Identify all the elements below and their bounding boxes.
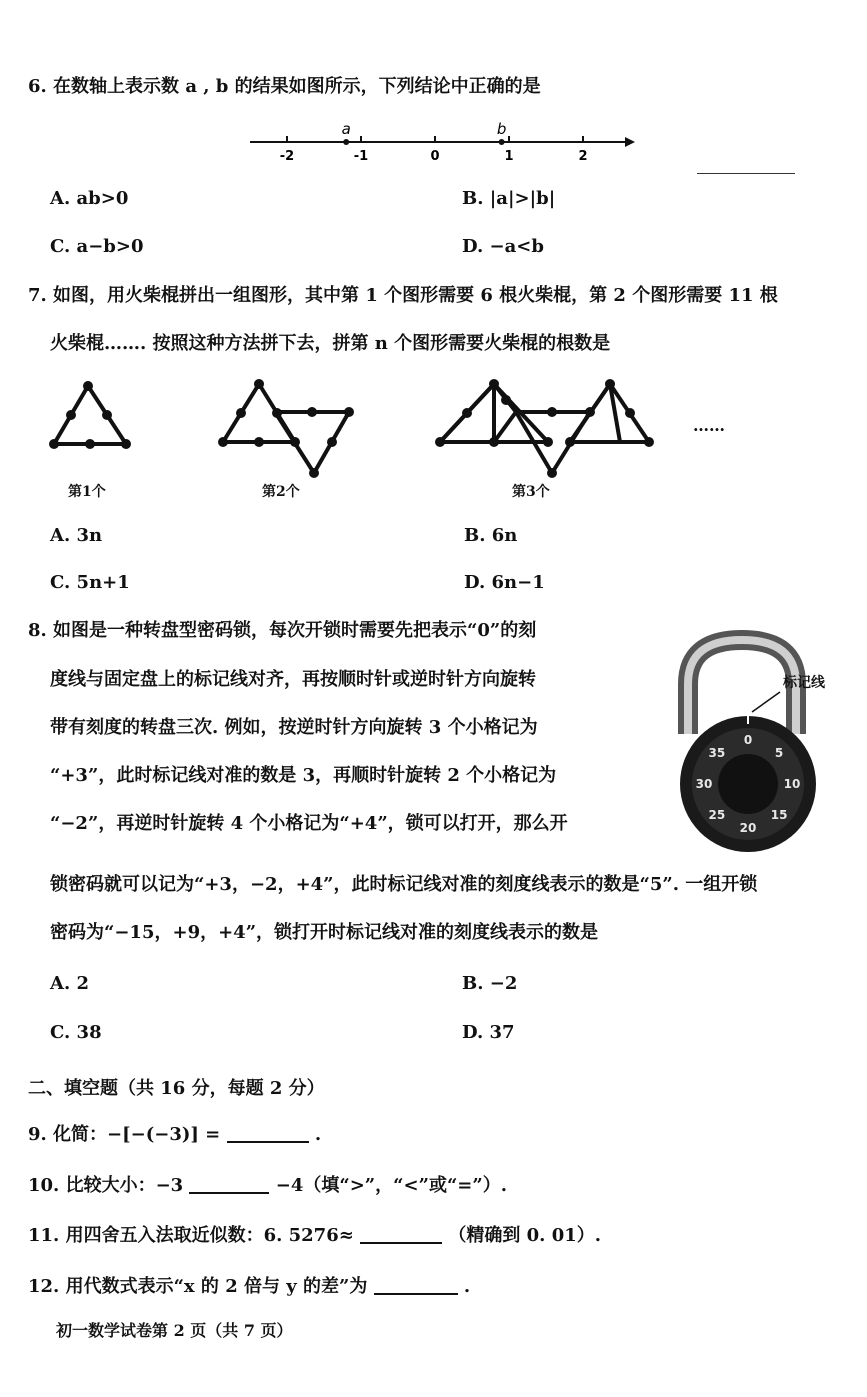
dial-number: 30 bbox=[695, 777, 713, 791]
q7-stem-line1: 7. 如图，用火柴棍拼出一组图形，其中第 1 个图形需要 6 根火柴棍，第 2 个图形需要 11 根 bbox=[28, 285, 778, 306]
q7-stem-line2: 火柴棍……. 按照这种方法拼下去，拼第 n 个图形需要火柴棍的根数是 bbox=[50, 333, 611, 354]
dial-number: 15 bbox=[770, 808, 788, 823]
q9-text: 9. 化简：−[−(−3)] = bbox=[28, 1124, 221, 1145]
q11-end: （精确到 0. 01）. bbox=[448, 1225, 602, 1246]
q12-answer-blank[interactable] bbox=[374, 1293, 458, 1295]
axis-tick-label: -1 bbox=[353, 149, 369, 164]
dial-number: 25 bbox=[708, 808, 726, 823]
q8-option-d[interactable]: D. 37 bbox=[462, 1022, 515, 1043]
q7-caption-2: 第2个 bbox=[262, 484, 300, 500]
q8-line2: 度线与固定盘上的标记线对齐，再按顺时针或逆时针方向旋转 bbox=[50, 669, 536, 690]
section-2-title: 二、填空题（共 16 分，每题 2 分） bbox=[28, 1078, 325, 1099]
q8-line7: 密码为“−15，+9，+4”，锁打开时标记线对准的刻度线表示的数是 bbox=[50, 922, 599, 943]
q10-answer-blank[interactable] bbox=[189, 1192, 269, 1194]
axis-tick-label: 0 bbox=[430, 149, 440, 164]
q12-text: 12. 用代数式表示“x 的 2 倍与 y 的差”为 bbox=[28, 1276, 368, 1297]
combination-lock-image bbox=[640, 624, 840, 860]
q7-option-d[interactable]: D. 6n−1 bbox=[464, 572, 545, 593]
q11-line bbox=[28, 1227, 601, 1245]
axis-tick-label: 2 bbox=[578, 149, 588, 164]
q10-text: 10. 比较大小：−3 bbox=[28, 1175, 184, 1196]
q12-end: . bbox=[463, 1276, 471, 1297]
dial-number: 35 bbox=[708, 745, 726, 760]
dial-number: 10 bbox=[783, 777, 801, 791]
matchstick-figures bbox=[40, 372, 800, 482]
q9-answer-blank[interactable] bbox=[227, 1141, 309, 1143]
axis-tick-label: 1 bbox=[504, 149, 514, 164]
q8-line3: 带有刻度的转盘三次. 例如，按逆时针方向旋转 3 个小格记为 bbox=[50, 717, 538, 738]
q9-end: . bbox=[314, 1124, 322, 1145]
point-a bbox=[343, 139, 349, 145]
q6-option-d[interactable]: D. −a<b bbox=[462, 236, 544, 257]
number-line bbox=[240, 118, 640, 170]
q7-option-b[interactable]: B. 6n bbox=[464, 525, 518, 546]
q10-line bbox=[28, 1177, 507, 1195]
q9-line bbox=[28, 1126, 321, 1144]
q8-option-b[interactable]: B. −2 bbox=[462, 973, 518, 994]
q8-option-a[interactable]: A. 2 bbox=[50, 973, 90, 994]
q7-caption-1: 第1个 bbox=[68, 484, 106, 500]
axis-tick-label: -2 bbox=[279, 149, 295, 164]
q7-ellipsis: …… bbox=[693, 416, 725, 435]
dial-number: 20 bbox=[739, 821, 757, 835]
q11-text: 11. 用四舍五入法取近似数：6. 5276≈ bbox=[28, 1225, 354, 1246]
q6-option-c[interactable]: C. a−b>0 bbox=[50, 236, 144, 257]
blank-underline-decor bbox=[697, 173, 795, 174]
q8-line1: 8. 如图是一种转盘型密码锁，每次开锁时需要先把表示“0”的刻 bbox=[28, 620, 537, 641]
label-b: b bbox=[496, 120, 507, 138]
dial-number: 5 bbox=[774, 745, 784, 760]
q8-option-c[interactable]: C. 38 bbox=[50, 1022, 102, 1043]
q7-option-c[interactable]: C. 5n+1 bbox=[50, 572, 130, 593]
q7-option-a[interactable]: A. 3n bbox=[50, 525, 103, 546]
q6-option-b[interactable]: B. |a|>|b| bbox=[462, 188, 556, 209]
page-footer: 初一数学试卷第 2 页（共 7 页） bbox=[56, 1321, 293, 1340]
q8-line6: 锁密码就可以记为“+3，−2，+4”，此时标记线对准的刻度线表示的数是“5”. 一组开锁 bbox=[50, 874, 758, 895]
point-b bbox=[499, 139, 505, 145]
q7-caption-3: 第3个 bbox=[512, 484, 550, 500]
lock-marker-label: 标记线 bbox=[783, 675, 825, 691]
dial-number: 0 bbox=[743, 733, 753, 747]
q11-answer-blank[interactable] bbox=[360, 1242, 442, 1244]
q8-line4: “+3”，此时标记线对准的数是 3，再顺时针旋转 2 个小格记为 bbox=[50, 765, 557, 786]
label-a: a bbox=[341, 120, 351, 138]
q6-option-a[interactable]: A. ab>0 bbox=[50, 188, 129, 209]
q6-stem: 6. 在数轴上表示数 a , b 的结果如图所示，下列结论中正确的是 bbox=[28, 76, 541, 97]
q10-end: −4（填“>”，“<”或“=”）. bbox=[275, 1175, 508, 1196]
q12-line bbox=[28, 1278, 470, 1296]
q8-line5: “−2”，再逆时针旋转 4 个小格记为“+4”，锁可以打开，那么开 bbox=[50, 813, 568, 834]
